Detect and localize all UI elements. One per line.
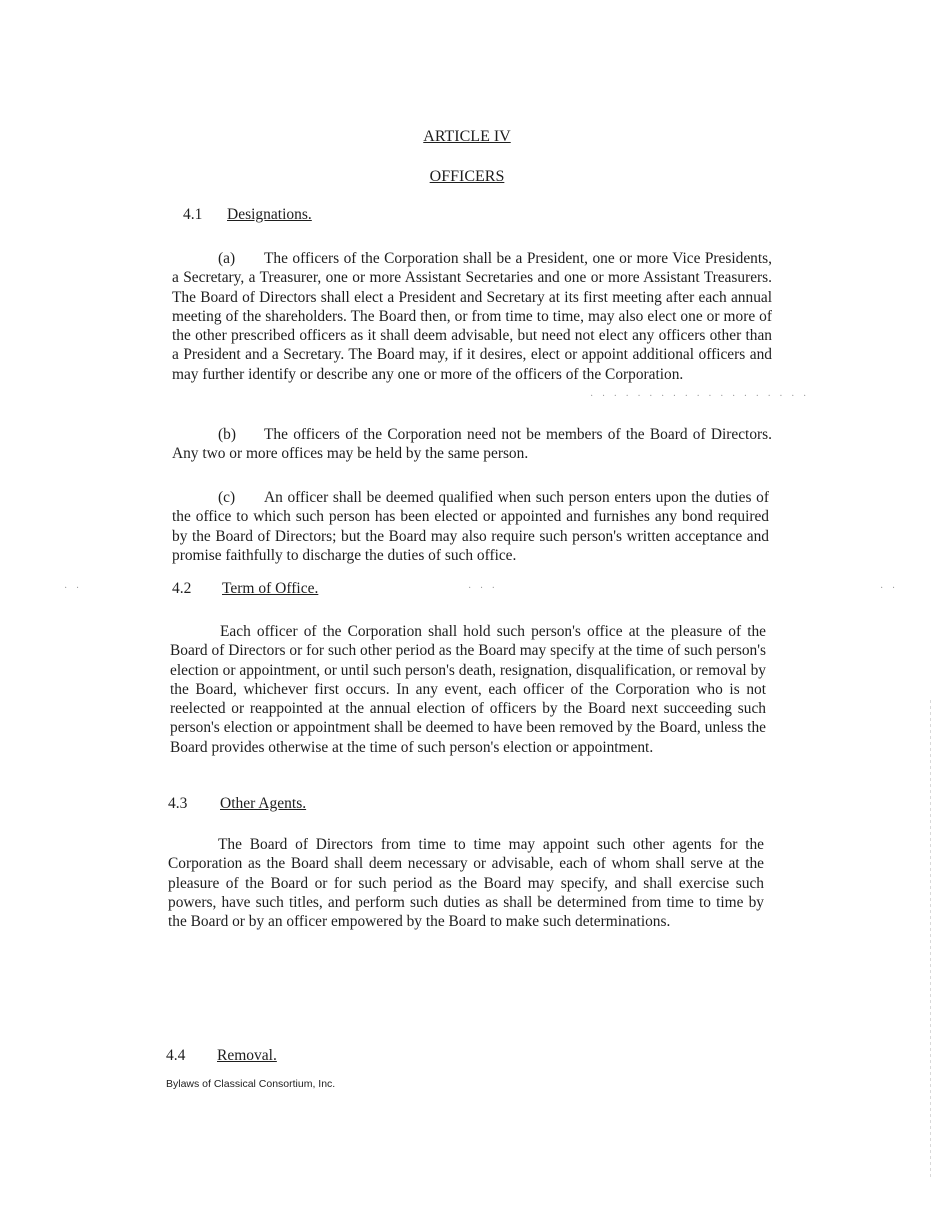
paragraph-text: The Board of Directors from time to time may appoint such other agents for the Corporation as the Board shall deem necessary or advisable, each of whom shall serve at the pleasure of the Board or for such period as the Board may specify, and shall exercise such powers, have such titles, and perform such duties as shall be determined from time to time by the Board or by an officer empowered by the Board to make such determinations.: [168, 836, 764, 931]
section-number: 4.2: [172, 580, 192, 597]
section-number: 4.4: [166, 1047, 186, 1064]
scan-artifact-dots: · ·: [64, 583, 83, 594]
scan-artifact-dots: · · · · · · · · · · · · · · · · · · ·: [590, 391, 810, 402]
section-4-2-heading: [172, 580, 318, 598]
paragraph-label: (c): [218, 489, 236, 506]
section-title: Other Agents.: [220, 795, 307, 812]
section-4-1-paragraph-a: [172, 249, 772, 384]
section-number: 4.1: [183, 206, 203, 223]
section-4-2-paragraph: [170, 622, 766, 757]
article-title: OFFICERS: [429, 168, 505, 185]
section-title: Removal.: [217, 1047, 277, 1064]
paragraph-text: Each officer of the Corporation shall hold such person's office at the pleasure of the Board of Directors or for such other period as the Board may specify at the time of such person's election or appointment, or until such person's death, resignation, disqualification, or removal by the Board, whichever first occurs. In any event, each officer of the Corporation who is not reelected or reappointed at the annual election of officers by the Board next succeeding such person's election or appointment shall be deemed to have been removed by the Board, unless the Board provides otherwise at the time of such person's election or appointment.: [170, 623, 766, 756]
paragraph-text: The officers of the Corporation need not be members of the Board of Directors. Any two or more offices may be held by the same person.: [172, 426, 772, 463]
article-heading: ARTICLE IV: [423, 128, 511, 145]
section-4-3-heading: [168, 795, 306, 813]
scan-edge-artifact: [930, 700, 931, 1180]
section-title: Term of Office.: [222, 580, 319, 597]
section-title: Designations.: [227, 206, 312, 223]
section-4-1-paragraph-b: [172, 425, 772, 464]
section-4-1-paragraph-c: [172, 488, 769, 565]
section-number: 4.3: [168, 795, 188, 812]
paragraph-label: (a): [218, 250, 236, 267]
paragraph-label: (b): [218, 426, 236, 443]
scan-artifact-dots: · ·: [880, 583, 899, 594]
section-4-4-heading: [166, 1047, 277, 1065]
document-footer: Bylaws of Classical Consortium, Inc.: [166, 1078, 336, 1090]
paragraph-text: The officers of the Corporation shall be a President, one or more Vice Presidents, a Secretary, a Treasurer, one or more Assistant Secretaries and one or more Assistant Treasurers. The Board of Directors shall elect a President and Secretary at its first meeting after each annual meeting of the shareholders. The Board then, or from time to time, may also elect one or more of the other prescribed officers as it shall deem advisable, but need not elect any officers other than a President and a Secretary. The Board may, if it desires, elect or appoint additional officers and may further identify or describe any one or more of the officers of the Corporation.: [172, 250, 772, 383]
paragraph-text: An officer shall be deemed qualified when such person enters upon the duties of the office to which such person has been elected or appointed and furnishes any bond required by the Board of Directors; but the Board may also require such person's written acceptance and promise faithfully to discharge the duties of such office.: [172, 489, 769, 564]
scan-artifact-dots: · · ·: [468, 583, 498, 594]
section-4-3-paragraph: [168, 835, 764, 931]
section-4-1-heading: [183, 206, 312, 224]
